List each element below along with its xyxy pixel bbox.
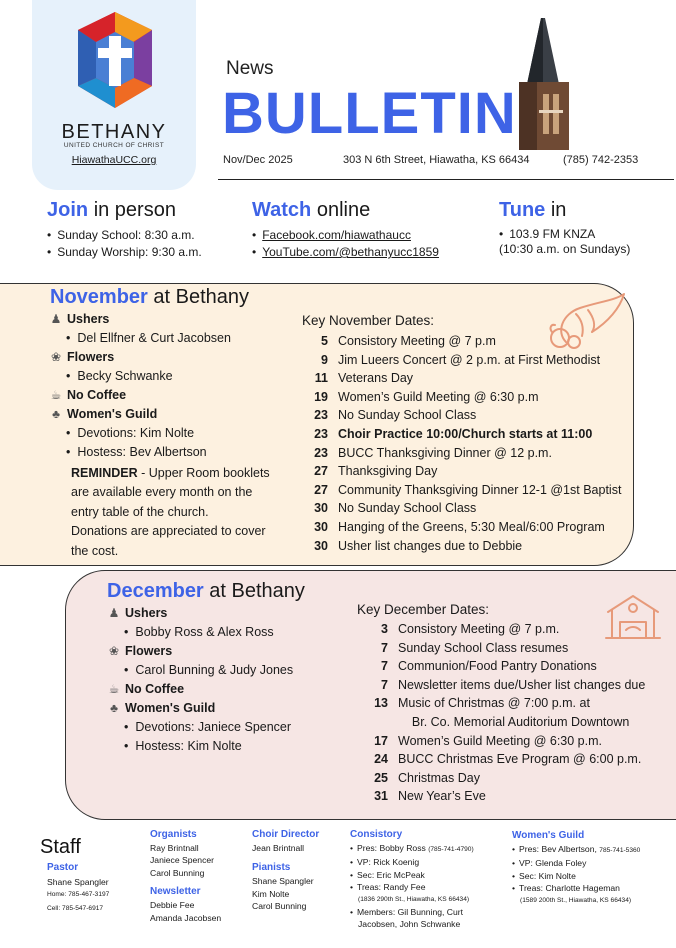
join-heading: [47, 199, 237, 222]
pastor-block: [47, 862, 109, 916]
date-day: 9: [321, 352, 328, 367]
consistory-heading: Consistory: [350, 829, 403, 840]
date-event: Sunday School Class resumes: [398, 640, 569, 655]
flowers-names: • Becky Schwanke: [48, 367, 298, 386]
guild-label: Women's Guild: [67, 407, 158, 421]
consistory-members-cont: Jacobsen, John Schwanke: [358, 919, 461, 930]
date-row: [302, 499, 632, 518]
ushers-label: Ushers: [125, 606, 168, 620]
coffee-icon: ☕: [108, 682, 120, 696]
date-row: [302, 481, 632, 500]
staff-heading: Staff: [40, 836, 81, 858]
tune-section: [499, 199, 669, 257]
list-item: Debbie Fee: [150, 900, 195, 911]
list-item: • Members: Gil Bunning, Curt: [350, 906, 474, 918]
issue-date: Nov/Dec 2025: [223, 154, 293, 166]
coffee-row: [106, 680, 346, 699]
list-item: • Sunday Worship: 9:30 a.m.: [47, 244, 237, 261]
list-item: Amanda Jacobsen: [150, 912, 222, 923]
pastor-heading: Pastor: [47, 862, 79, 873]
list-item: Carol Bunning: [252, 901, 307, 912]
coffee-label: No Coffee: [67, 388, 127, 402]
flowers-label: Flowers: [125, 644, 173, 658]
date-day: 19: [314, 389, 328, 404]
guild-pres-phone: 785-741-5360: [599, 847, 641, 854]
steeple-image: [515, 18, 571, 150]
date-row: [302, 351, 632, 370]
church-logo: [78, 12, 152, 108]
date-row: [362, 732, 672, 751]
date-day: 24: [374, 752, 388, 767]
date-row: [302, 537, 632, 556]
date-day: 3: [381, 622, 388, 636]
list-item: • Sec: Eric McPeak: [350, 869, 474, 881]
page-title: BULLETIN: [222, 81, 517, 146]
date-day: 23: [314, 408, 328, 423]
list-item: Shane Spangler: [252, 876, 314, 887]
list-item: Carol Bunning: [150, 867, 205, 878]
date-row: [362, 750, 672, 769]
guild-staff-block: [512, 830, 640, 907]
pastor-name: Shane Spangler: [47, 877, 109, 887]
tune-heading: [499, 199, 669, 222]
date-event: Music of Christmas @ 7:00 p.m. at: [398, 696, 590, 711]
date-event: No Sunday School Class: [338, 408, 477, 423]
date-event: No Sunday School Class: [338, 501, 477, 516]
org-subtitle: UNITED CHURCH OF CHRIST: [63, 142, 165, 149]
list-item: • Sec: Kim Nolte: [512, 870, 640, 882]
organists-heading: Organists: [150, 829, 197, 840]
december-key-title: Key December Dates:: [357, 602, 490, 617]
november-accent: November: [50, 286, 148, 308]
date-row: [362, 713, 672, 732]
date-row: [302, 518, 632, 537]
youtube-link[interactable]: YouTube.com/@bethanyucc1859: [262, 245, 439, 259]
date-event: Veterans Day: [338, 371, 414, 386]
website-link[interactable]: HiawathaUCC.org: [71, 154, 157, 166]
date-row: [362, 694, 672, 713]
usher-icon: ♟: [108, 606, 120, 620]
flower-icon: ❀: [50, 350, 62, 364]
date-day: 31: [374, 789, 388, 804]
guild-staff-heading: Women's Guild: [512, 830, 585, 841]
hostess: • Hostess: Kim Nolte: [106, 737, 346, 756]
church-phone: (785) 742-2353: [563, 154, 639, 166]
tune-accent: Tune: [499, 199, 546, 221]
join-list: [47, 227, 237, 261]
list-item: • Sunday School: 8:30 a.m.: [47, 227, 237, 244]
date-row: [362, 769, 672, 788]
christmas-stall-icon: [604, 592, 662, 642]
cornucopia-icon: [546, 292, 628, 350]
date-day: 30: [314, 519, 328, 534]
guild-row: [106, 699, 346, 718]
coffee-label: No Coffee: [125, 682, 185, 696]
date-row: [302, 369, 632, 388]
list-item: Jean Brintnall: [252, 843, 305, 853]
date-event: New Year’s Eve: [398, 789, 486, 804]
flowers-names: • Carol Bunning & Judy Jones: [106, 661, 346, 680]
reminder-line: are available every month on the: [71, 485, 253, 500]
date-event: Choir Practice 10:00/Church starts at 11:00: [338, 426, 593, 441]
date-day: 5: [321, 334, 328, 348]
date-day: 13: [374, 696, 388, 711]
date-day: 7: [381, 659, 388, 674]
date-event: Newsletter items due/Usher list changes due: [398, 677, 646, 692]
list-item: Kim Nolte: [252, 888, 290, 899]
join-accent: Join: [47, 199, 89, 221]
tune-list: [499, 227, 669, 242]
date-row: [362, 787, 672, 806]
december-rest: at Bethany: [209, 580, 305, 602]
ushers-label: Ushers: [67, 312, 110, 326]
guild-label: Women's Guild: [125, 701, 216, 715]
date-event: Communion/Food Pantry Donations: [398, 659, 597, 674]
consistory-members: [350, 906, 474, 918]
music-block: [252, 829, 319, 913]
church-address: 303 N 6th Street, Hiawatha, KS 66434: [343, 154, 530, 166]
date-day: 17: [374, 733, 388, 748]
date-event: Consistory Meeting @ 7 p.m: [338, 334, 496, 348]
date-day: 11: [314, 371, 328, 386]
list-item: • 103.9 FM KNZA: [499, 227, 669, 242]
date-event: Br. Co. Memorial Auditorium Downtown: [398, 714, 630, 729]
flowers-label: Flowers: [67, 350, 115, 364]
date-row: [302, 462, 632, 481]
reminder-line: entry table of the church.: [71, 504, 209, 519]
guild-row: [48, 405, 298, 424]
list-item: • VP: Rick Koenig: [350, 856, 474, 868]
date-day: 27: [314, 464, 328, 479]
org-name: BETHANY: [61, 121, 167, 143]
date-day: 7: [381, 640, 388, 655]
consistory-pres-phone: (785-741-4790): [428, 846, 474, 853]
november-heading: [50, 286, 249, 309]
guild-treas-address: (1589 200th St., Hiawatha, KS 66434): [520, 896, 632, 904]
date-event: BUCC Thanksgiving Dinner @ 12 p.m.: [338, 445, 552, 460]
watch-rest: online: [316, 199, 371, 221]
date-day: 7: [381, 677, 388, 692]
date-day: 23: [314, 426, 328, 441]
newsletter-heading: Newsletter: [150, 886, 201, 898]
date-day: [362, 713, 388, 732]
reminder-line: Donations are appreciated to cover: [71, 524, 266, 539]
watch-list: [252, 227, 472, 261]
guild-icon: ♣: [110, 701, 118, 715]
list-item: • Treas: Charlotte Hageman: [512, 882, 640, 894]
date-row: [302, 406, 632, 425]
reminder-note: [71, 464, 301, 561]
radio-time: (10:30 a.m. on Sundays): [499, 242, 631, 256]
watch-heading: [252, 199, 472, 222]
december-accent: December: [107, 580, 204, 602]
consistory-block: [350, 829, 474, 931]
choir-heading: Choir Director: [252, 829, 320, 840]
join-section: [47, 199, 237, 261]
join-rest: in person: [93, 199, 176, 221]
ushers-row: [48, 310, 298, 329]
date-day: 23: [314, 445, 328, 460]
date-event: BUCC Christmas Eve Program @ 6:00 p.m.: [398, 752, 642, 767]
date-day: 30: [314, 501, 328, 516]
consistory-treas-address: (1836 290th St., Hiawatha, KS 66434): [358, 895, 470, 903]
guild-icon: ♣: [52, 407, 60, 421]
consistory-pres: Pres: Bobby Ross: [357, 843, 426, 853]
ushers-names: • Del Ellfner & Curt Jacobsen: [48, 329, 298, 348]
date-event: Hanging of the Greens, 5:30 Meal/6:00 Program: [338, 519, 605, 534]
date-day: 27: [314, 482, 328, 497]
date-event: Thanksgiving Day: [338, 464, 438, 479]
date-row: [302, 388, 632, 407]
watch-accent: Watch: [252, 199, 312, 221]
november-dates: [302, 332, 632, 555]
coffee-row: [48, 386, 298, 405]
date-event: Consistory Meeting @ 7 p.m.: [398, 622, 560, 636]
ushers-row: [106, 604, 346, 623]
flowers-row: [48, 348, 298, 367]
reminder-line: - Upper Room booklets: [137, 466, 270, 480]
date-event: Usher list changes due to Debbie: [338, 538, 523, 553]
date-row: [362, 676, 672, 695]
date-day: 30: [314, 538, 328, 553]
december-heading: [107, 580, 305, 603]
list-item: [350, 842, 474, 856]
date-row: [302, 425, 632, 444]
flower-icon: ❀: [108, 644, 120, 658]
news-label: News: [226, 58, 274, 79]
list-item: • VP: Glenda Foley: [512, 857, 640, 869]
list-item: Ray Brintnall: [150, 843, 199, 853]
reminder-label: REMINDER: [71, 466, 138, 480]
watch-section: [252, 199, 472, 261]
facebook-link[interactable]: Facebook.com/hiawathaucc: [262, 228, 411, 242]
guild-staff-list: [512, 843, 640, 895]
hostess: • Hostess: Bev Albertson: [48, 443, 298, 462]
date-day: 25: [374, 770, 388, 785]
date-event: Jim Lueers Concert @ 2 p.m. at First Methodist: [338, 352, 601, 367]
ushers-names: • Bobby Ross & Alex Ross: [106, 623, 346, 642]
november-roles: [48, 310, 298, 462]
guild-pres: Pres: Bev Albertson,: [519, 844, 597, 854]
november-rest: at Bethany: [153, 286, 249, 308]
date-event: Women’s Guild Meeting @ 6:30 p.m.: [398, 733, 602, 748]
november-key-title: Key November Dates:: [302, 313, 435, 328]
usher-icon: ♟: [50, 312, 62, 326]
list-item: [512, 843, 640, 857]
header-divider: [218, 179, 674, 180]
tune-rest: in: [550, 199, 567, 221]
list-item: • Treas: Randy Fee: [350, 881, 474, 893]
pianists-heading: Pianists: [252, 862, 291, 874]
date-row: [302, 444, 632, 463]
reminder-line: the cost.: [71, 543, 119, 558]
december-roles: [106, 604, 346, 756]
date-event: Women’s Guild Meeting @ 6:30 p.m: [338, 389, 539, 404]
pastor-home: Home: 785-467-3197: [47, 891, 110, 899]
devotions: • Devotions: Kim Nolte: [48, 424, 298, 443]
flowers-row: [106, 642, 346, 661]
date-row: [362, 657, 672, 676]
list-item: Janiece Spencer: [150, 855, 215, 866]
devotions: • Devotions: Janiece Spencer: [106, 718, 346, 737]
pastor-cell: Cell: 785-547-6917: [47, 905, 104, 913]
december-dates: [362, 620, 672, 806]
organists-block: [150, 829, 221, 924]
consistory-list: [350, 842, 474, 894]
coffee-icon: ☕: [50, 388, 62, 402]
date-event: Christmas Day: [398, 770, 480, 785]
date-event: Community Thanksgiving Dinner 12-1 @1st Baptist: [338, 482, 622, 497]
